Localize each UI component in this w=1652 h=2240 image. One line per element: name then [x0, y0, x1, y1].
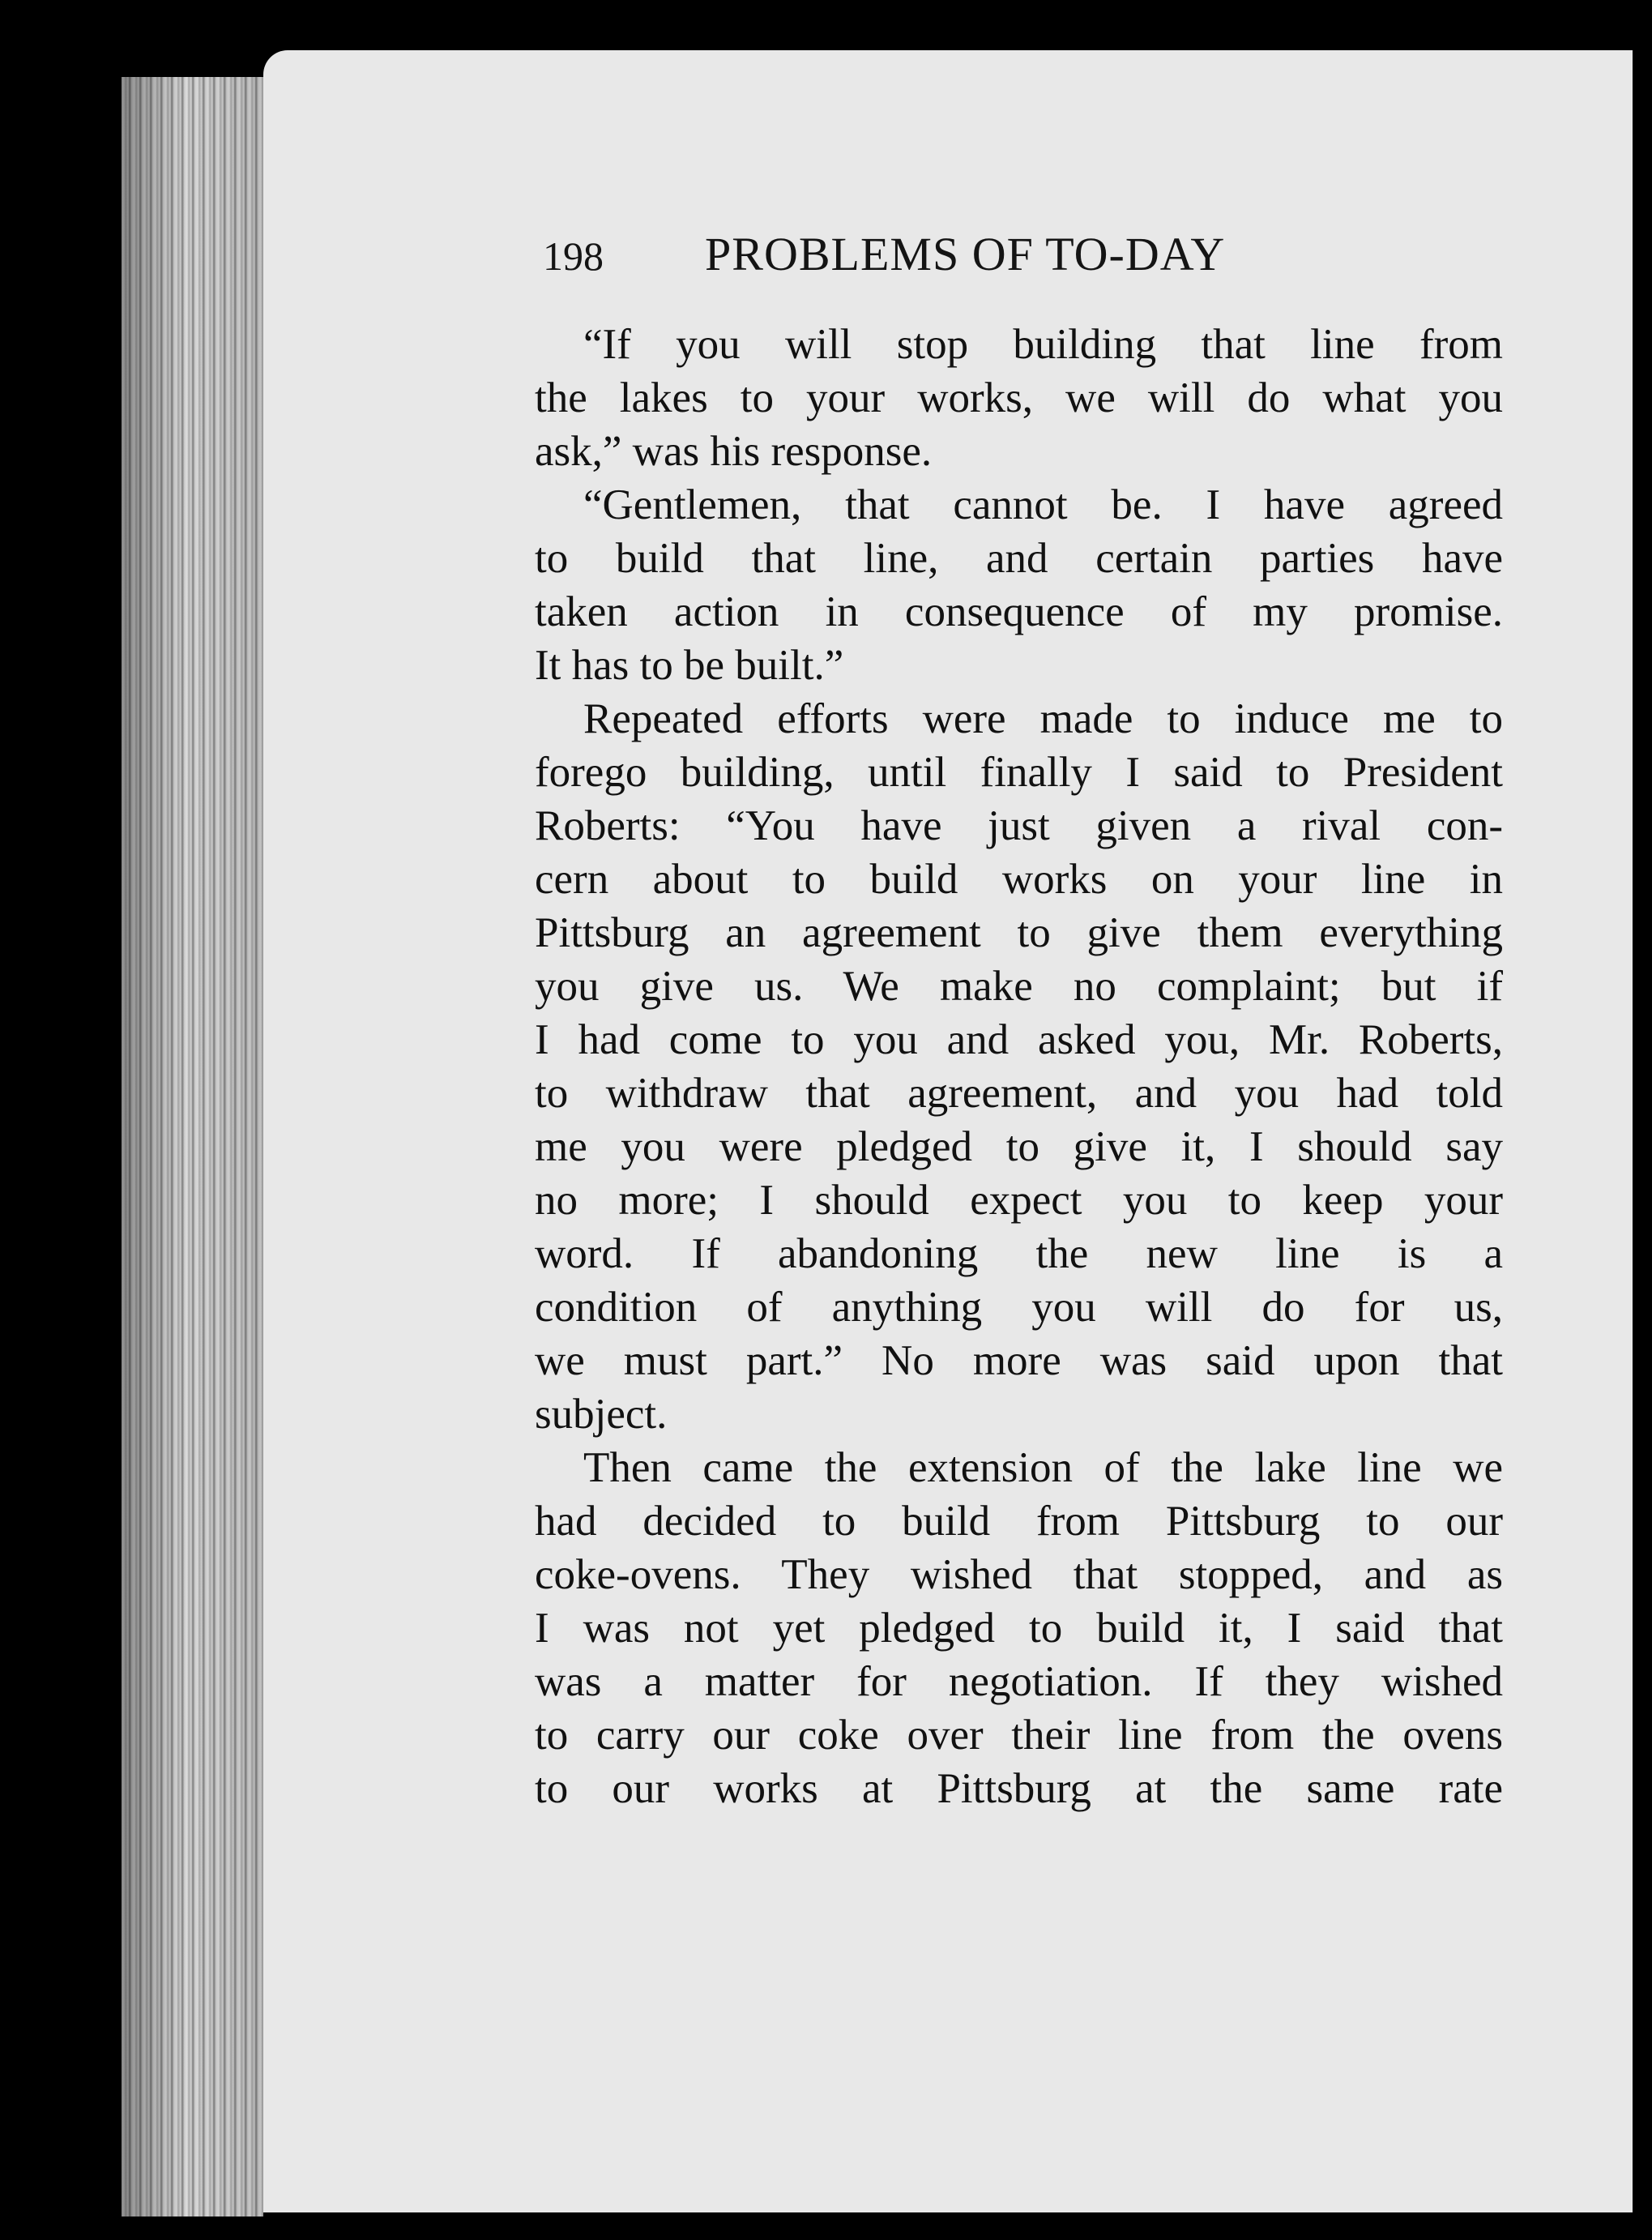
text-line: we must part.” No more was said upon that	[535, 1337, 1503, 1384]
text-line: I had come to you and asked you, Mr. Roberts,	[535, 1016, 1503, 1063]
text-line: Repeated efforts were made to induce me to	[583, 695, 1503, 742]
text-line: had decided to build from Pittsburg to our	[535, 1498, 1503, 1545]
text-line: me you were pledged to give it, I should say	[535, 1123, 1503, 1170]
text-line: you give us. We make no complaint; but if	[535, 963, 1503, 1010]
text-line: to build that line, and certain parties have	[535, 535, 1503, 582]
text-line: to withdraw that agreement, and you had told	[535, 1070, 1503, 1117]
text-line: coke-ovens. They wished that stopped, and as	[535, 1551, 1503, 1598]
book-page-edges	[122, 77, 284, 2216]
text-line: “Gentlemen, that cannot be. I have agreed	[583, 481, 1503, 528]
text-line: I was not yet pledged to build it, I said that	[535, 1605, 1503, 1652]
text-line: no more; I should expect you to keep your	[535, 1177, 1503, 1224]
text-line: subject.	[535, 1391, 668, 1438]
page-header	[543, 227, 1353, 292]
text-line: Roberts: “You have just given a rival con-	[535, 802, 1503, 849]
text-line: word. If abandoning the new line is a	[535, 1230, 1503, 1277]
text-line: Then came the extension of the lake line we	[583, 1444, 1503, 1491]
text-line: It has to be built.”	[535, 642, 844, 689]
text-line: to our works at Pittsburg at the same rate	[535, 1765, 1503, 1812]
scan-bottom-border	[263, 2212, 1652, 2240]
running-title: PROBLEMS OF TO-DAY	[705, 228, 1226, 280]
text-line: Pittsburg an agreement to give them everything	[535, 909, 1503, 956]
text-line: taken action in consequence of my promise.	[535, 588, 1503, 635]
text-line: ask,” was his response.	[535, 428, 933, 475]
text-line: forego building, until finally I said to President	[535, 749, 1503, 796]
text-line: the lakes to your works, we will do what you	[535, 374, 1503, 421]
text-line: condition of anything you will do for us,	[535, 1284, 1503, 1331]
page-number: 198	[543, 233, 604, 279]
text-line: was a matter for negotiation. If they wished	[535, 1658, 1503, 1705]
text-line: cern about to build works on your line in	[535, 856, 1503, 903]
text-line: “If you will stop building that line from	[583, 321, 1503, 368]
body-text	[535, 318, 1503, 1815]
text-line: to carry our coke over their line from the ovens	[535, 1712, 1503, 1759]
